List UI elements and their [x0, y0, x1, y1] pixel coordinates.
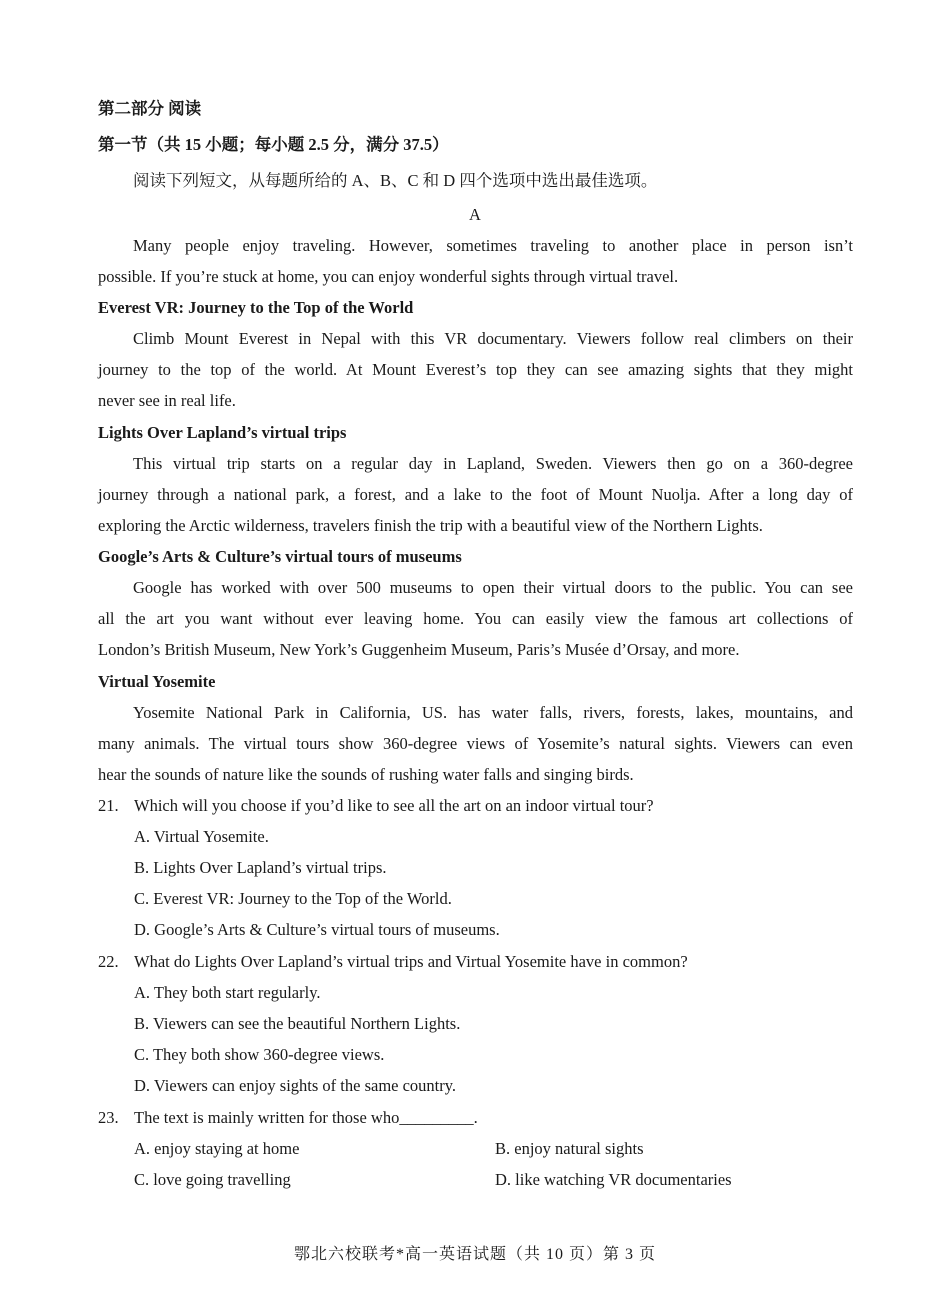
- everest-line-2: journey to the top of the world. At Mount Everest’s top they can see amazing sights that they might: [98, 360, 853, 379]
- instruction: 阅读下列短文，从每题所给的 A、B、C 和 D 四个选项中选出最佳选项。: [133, 171, 658, 190]
- question-23-option-a: A. enjoy staying at home: [134, 1139, 300, 1158]
- question-21-number: 21.: [98, 796, 119, 815]
- question-21-option-b: B. Lights Over Lapland’s virtual trips.: [134, 858, 387, 877]
- part-heading: 第二部分 阅读: [98, 99, 202, 118]
- intro-line-1: Many people enjoy traveling. However, sometimes traveling to another place in person isn’t: [133, 236, 853, 255]
- question-22-number: 22.: [98, 952, 119, 971]
- question-23-option-c: C. love going travelling: [134, 1170, 291, 1189]
- question-21-option-d: D. Google’s Arts & Culture’s virtual tours of museums.: [134, 920, 500, 939]
- section-heading: 第一节（共 15 小题；每小题 2.5 分，满分 37.5）: [98, 135, 449, 154]
- question-22-option-b: B. Viewers can see the beautiful Northern Lights.: [134, 1014, 461, 1033]
- question-21-option-c: C. Everest VR: Journey to the Top of the World.: [134, 889, 452, 908]
- yosemite-line-2: many animals. The virtual tours show 360-degree views of Yosemite’s natural sights. Viewers can even: [98, 734, 853, 753]
- question-23-stem: The text is mainly written for those who_________.: [134, 1108, 478, 1127]
- page-footer: 鄂北六校联考*高一英语试题（共 10 页）第 3 页: [293, 1246, 656, 1263]
- question-23-number: 23.: [98, 1108, 119, 1127]
- question-22-option-d: D. Viewers can enjoy sights of the same country.: [134, 1076, 457, 1095]
- everest-line-3: never see in real life.: [98, 391, 236, 410]
- passage-label: A: [469, 205, 481, 224]
- section-title-yosemite: Virtual Yosemite: [98, 672, 216, 691]
- intro-line-2: possible. If you’re stuck at home, you can enjoy wonderful sights through virtual travel.: [98, 267, 679, 286]
- everest-line-1: Climb Mount Everest in Nepal with this VR documentary. Viewers follow real climbers on their: [133, 329, 853, 348]
- lapland-line-2: journey through a national park, a forest, and a lake to the foot of Mount Nuolja. After a long day of: [98, 485, 853, 504]
- google-line-2: all the art you want without ever leaving home. You can easily view the famous art collections of: [98, 609, 853, 628]
- question-23-option-d: D. like watching VR documentaries: [495, 1170, 732, 1189]
- question-21-option-a: A. Virtual Yosemite.: [134, 827, 269, 846]
- lapland-line-3: exploring the Arctic wilderness, travelers finish the trip with a beautiful view of the Northern Lights.: [98, 516, 763, 535]
- question-22-stem: What do Lights Over Lapland’s virtual trips and Virtual Yosemite have in common?: [134, 952, 688, 971]
- lapland-line-1: This virtual trip starts on a regular day in Lapland, Sweden. Viewers then go on a 360-degree: [133, 454, 853, 473]
- section-title-google: Google’s Arts & Culture’s virtual tours of museums: [98, 547, 462, 566]
- question-22-option-a: A. They both start regularly.: [134, 983, 321, 1002]
- question-21-stem: Which will you choose if you’d like to see all the art on an indoor virtual tour?: [134, 796, 654, 815]
- question-22-option-c: C. They both show 360-degree views.: [134, 1045, 385, 1064]
- yosemite-line-3: hear the sounds of nature like the sounds of rushing water falls and singing birds.: [98, 765, 634, 784]
- question-23-option-b: B. enjoy natural sights: [495, 1139, 644, 1158]
- google-line-1: Google has worked with over 500 museums to open their virtual doors to the public. You can see: [133, 578, 853, 597]
- section-title-everest: Everest VR: Journey to the Top of the World: [98, 298, 414, 317]
- yosemite-line-1: Yosemite National Park in California, US. has water falls, rivers, forests, lakes, mountains, and: [133, 703, 853, 722]
- google-line-3: London’s British Museum, New York’s Guggenheim Museum, Paris’s Musée d’Orsay, and more.: [98, 640, 740, 659]
- section-title-lapland: Lights Over Lapland’s virtual trips: [98, 423, 347, 442]
